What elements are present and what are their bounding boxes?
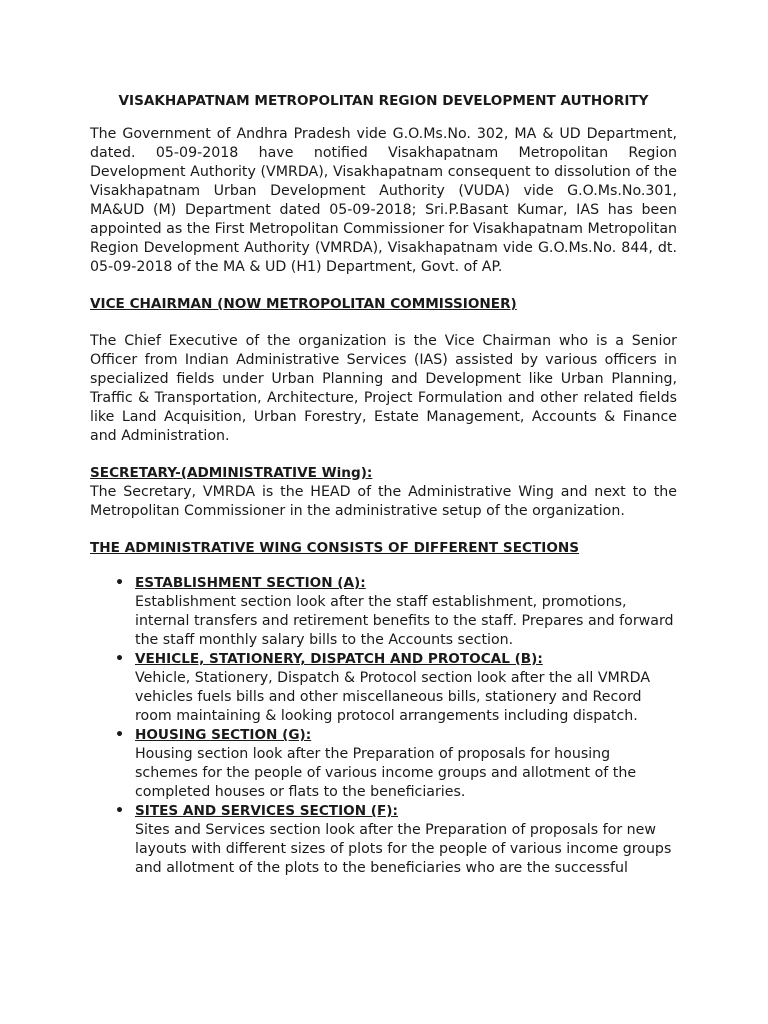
section-heading: VEHICLE, STATIONERY, DISPATCH AND PROTOCAL (B): (135, 651, 543, 667)
intro-paragraph: The Government of Andhra Pradesh vide G.O.Ms.No. 302, MA & UD Department, dated. 05-09-2018 have notified Visakhapatnam Metropolitan Region Development Authority (VMRDA), Visakhapatnam consequent to dissolution of the Visakhapatnam Urban Development Authority (VUDA) vide G.O.Ms.No.301, MA&UD (M) Department dated 05-09-2018; Sri.P.Basant Kumar, IAS has been appointed as the First Metropolitan Commissioner for Visakhapatnam Metropolitan Region Development Authority (VMRDA), Visakhapatnam vide G.O.Ms.No. 844, dt. 05-09-2018 of the MA & UD (H1) Department, Govt. of AP. (90, 126, 677, 275)
section-text: Sites and Services section look after the Preparation of proposals for new layouts with different sizes of plots for the people of various income groups and allotment of the plots to the beneficiaries who are the successful (135, 822, 672, 876)
section-text: Establishment section look after the staff establishment, promotions, internal transfers and retirement benefits to the staff. Prepares and forward the staff monthly salary bills to the Accounts section. (135, 594, 674, 648)
list-item (90, 802, 677, 878)
section-text: Housing section look after the Preparation of proposals for housing schemes for the people of various income groups and allotment of the completed houses or flats to the beneficiaries. (135, 746, 637, 800)
sections-heading: THE ADMINISTRATIVE WING CONSISTS OF DIFFERENT SECTIONS (90, 540, 580, 556)
secretary-paragraph: The Secretary, VMRDA is the HEAD of the Administrative Wing and next to the Metropolitan Commissioner in the administrative setup of the organization. (90, 484, 677, 519)
secretary-heading: SECRETARY-(ADMINISTRATIVE Wing): (90, 465, 373, 481)
section-text: Vehicle, Stationery, Dispatch & Protocol section look after the all VMRDA vehicles fuels bills and other miscellaneous bills, stationery and Record room maintaining & looking protocol arrangements including dispatch. (135, 670, 651, 724)
list-item (90, 574, 677, 650)
bullet-icon: • (115, 575, 125, 591)
bullet-icon: • (115, 803, 125, 819)
document-body (90, 92, 677, 878)
section-heading: SITES AND SERVICES SECTION (F): (135, 803, 398, 819)
document-title: VISAKHAPATNAM METROPOLITAN REGION DEVELOPMENT AUTHORITY (118, 93, 649, 109)
bullet-icon: • (115, 727, 125, 743)
section-heading: HOUSING SECTION (G): (135, 727, 312, 743)
list-item (90, 726, 677, 802)
list-item (90, 650, 677, 726)
section-heading: ESTABLISHMENT SECTION (A): (135, 575, 366, 591)
bullet-icon: • (115, 651, 125, 667)
vice-chairman-paragraph: The Chief Executive of the organization is the Vice Chairman who is a Senior Officer from Indian Administrative Services (IAS) assisted by various officers in specialized fields under Urban Planning and Development like Urban Planning, Traffic & Transportation, Architecture, Project Formulation and other related fields like Land Acquisition, Urban Forestry, Estate Management, Accounts & Finance and Administration. (90, 333, 677, 444)
vice-chairman-heading: VICE CHAIRMAN (NOW METROPOLITAN COMMISSIONER) (90, 296, 517, 312)
sections-list (90, 574, 677, 878)
